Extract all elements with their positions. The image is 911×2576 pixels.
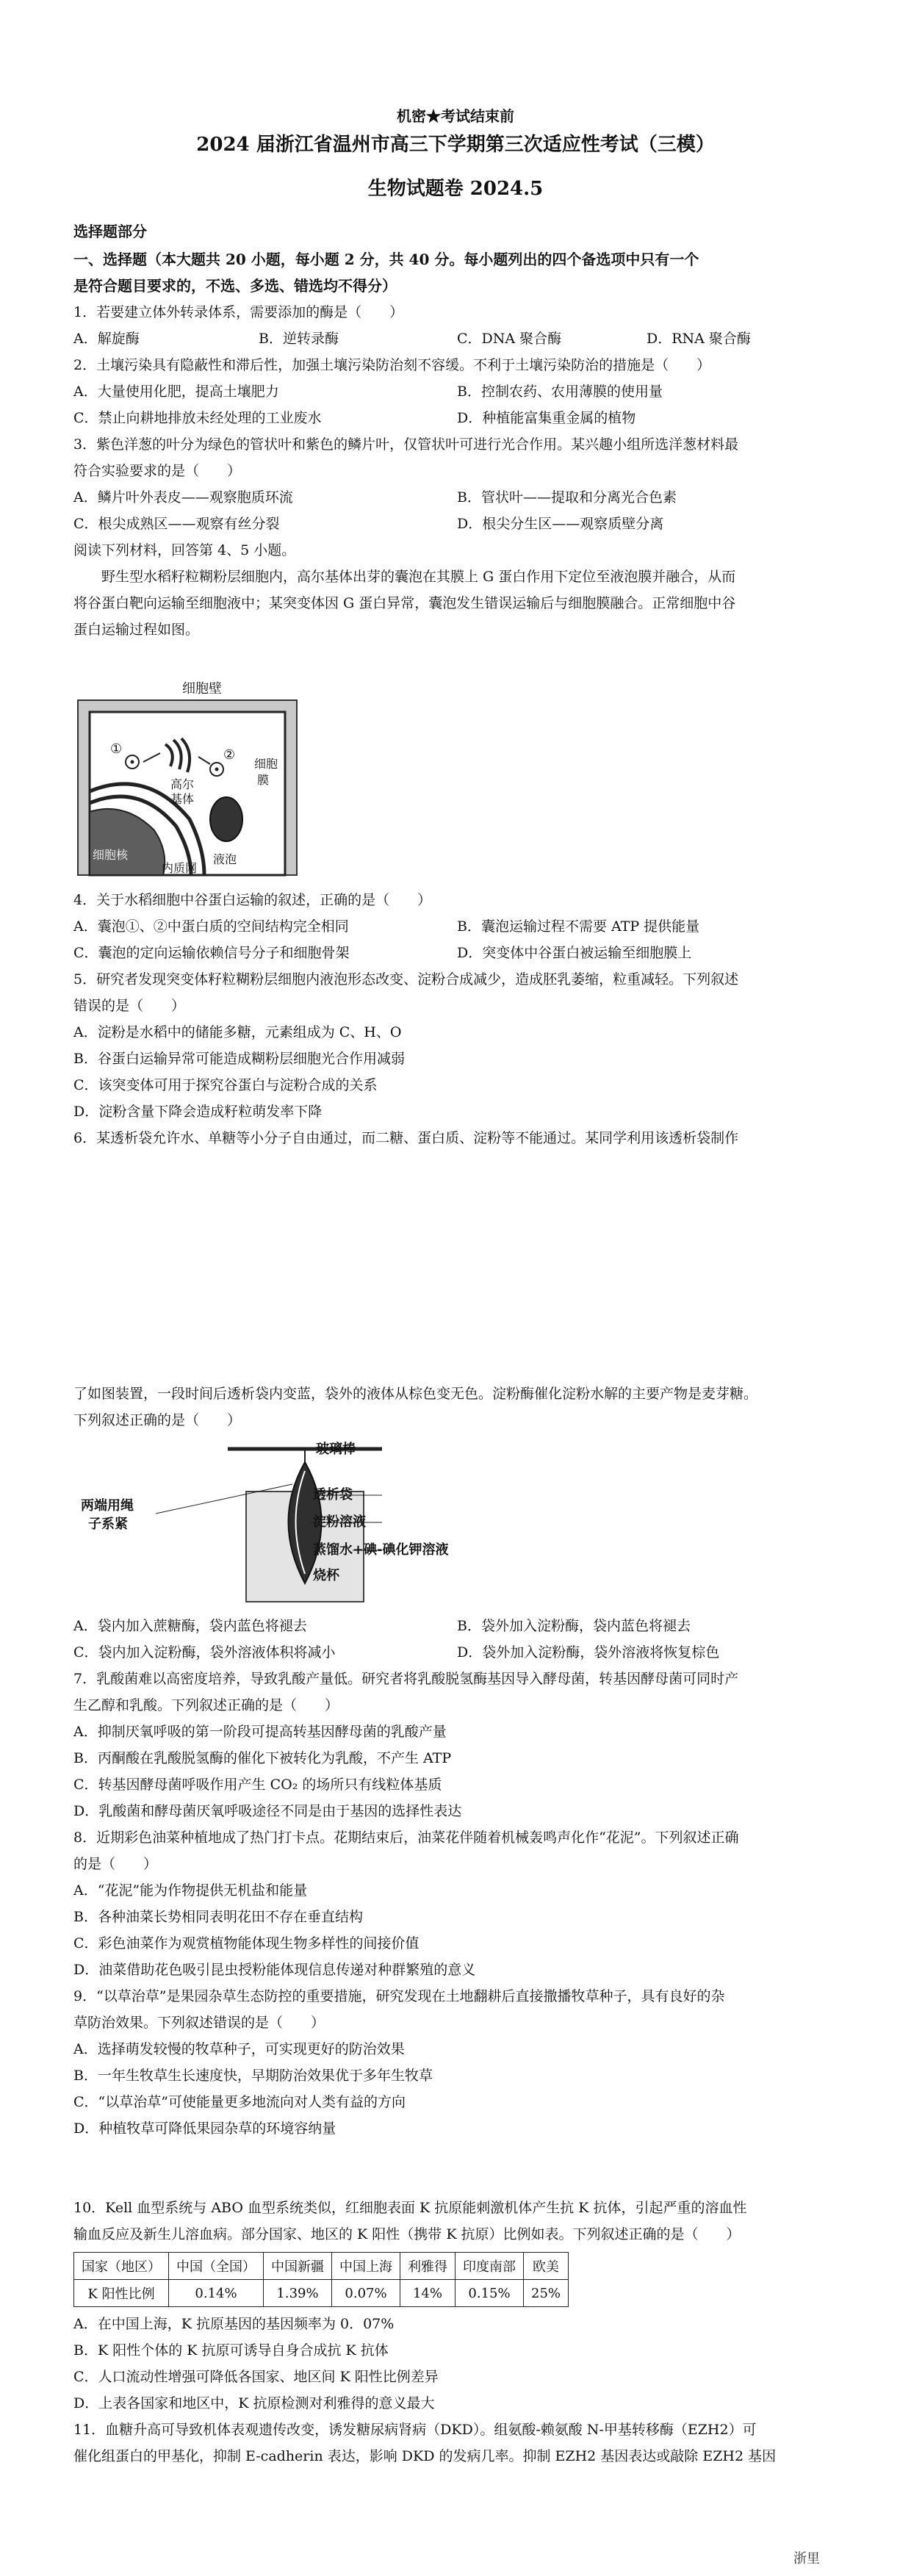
option: C．彩色油菜作为观赏植物能体现生物多样性的间接价值 — [73, 1935, 420, 1951]
starch-label: 淀粉溶液 — [313, 1514, 366, 1530]
golgi-label: 高尔 — [170, 777, 195, 791]
dialysis-diagram — [73, 1440, 485, 1609]
question-stem: 1．若要建立体外转录体系，需要添加的酶是（ ） — [73, 304, 404, 320]
passage-text: 蛋白运输过程如图。 — [73, 622, 200, 638]
option: C．根尖成熟区——观察有丝分裂 — [73, 516, 280, 532]
k-positive-table — [73, 2252, 569, 2307]
question-stem: 的是（ ） — [73, 1856, 158, 1872]
option: B．逆转录酶 — [259, 331, 339, 347]
rope-label: 子系紧 — [88, 1517, 128, 1532]
beaker-label: 烧杯 — [313, 1568, 339, 1583]
table-cell: 1.39% — [264, 2280, 332, 2307]
table-header-cell: 印度南部 — [455, 2253, 524, 2280]
section-instruction: 是符合题目要求的，不选、多选、错选均不得分） — [73, 277, 397, 295]
option: A．解旋酶 — [73, 331, 140, 347]
option: B．袋外加入淀粉酶，袋内蓝色将褪去 — [457, 1618, 691, 1634]
membrane-label: 细胞 — [254, 757, 278, 771]
vacuole-label: 液泡 — [213, 852, 237, 866]
vesicle-1-label: ① — [110, 741, 123, 757]
membrane-label: 膜 — [257, 773, 270, 787]
rope-label: 两端用绳 — [81, 1498, 134, 1514]
question-stem: 3．紫色洋葱的叶分为绿色的管状叶和紫色的鳞片叶，仅管状叶可进行光合作用。某兴趣小组所选洋葱材料最 — [73, 436, 739, 453]
solution-label: 蒸馏水+碘-碘化钾溶液 — [313, 1542, 449, 1558]
er-label: 内质网 — [162, 861, 198, 875]
table-cell: 0.14% — [169, 2280, 264, 2307]
option: A．选择萌发较慢的牧草种子，可实现更好的防治效果 — [73, 2041, 405, 2057]
question-stem: 4．关于水稻细胞中谷蛋白运输的叙述，正确的是（ ） — [73, 892, 432, 908]
question-stem: 9．“以草治草”是果园杂草生态防控的重要措施，研究发现在土地翻耕后直接撒播牧草种子，具有良好的杂 — [73, 1988, 725, 2004]
option: A．“花泥”能为作物提供无机盐和能量 — [73, 1882, 308, 1899]
vesicle-2-label: ② — [223, 747, 236, 763]
exam-title: 2024 届浙江省温州市高三下学期第三次适应性考试（三模） — [196, 134, 715, 156]
exam-subtitle: 生物试题卷 2024.5 — [367, 178, 544, 200]
table-row — [74, 2280, 569, 2307]
table-header-cell: 欧美 — [524, 2253, 569, 2280]
option: D．突变体中谷蛋白被运输至细胞膜上 — [457, 945, 692, 961]
passage-intro: 阅读下列材料，回答第 4、5 小题。 — [73, 542, 296, 558]
option: C．人口流动性增强可降低各国家、地区间 K 阳性比例差异 — [73, 2369, 439, 2385]
cell-wall-label: 细胞壁 — [182, 681, 222, 697]
passage-text: 野生型水稻籽粒糊粉层细胞内，高尔基体出芽的囊泡在其膜上 G 蛋白作用下定位至液泡膜并融合，从而 — [101, 569, 736, 585]
option: A．大量使用化肥，提高土壤肥力 — [73, 384, 279, 400]
option: B．管状叶——提取和分离光合色素 — [457, 489, 677, 506]
option: C．DNA 聚合酶 — [457, 331, 562, 347]
option: B．囊泡运输过程不需要 ATP 提供能量 — [457, 918, 700, 935]
option: A．鳞片叶外表皮——观察胞质环流 — [73, 489, 293, 506]
question-stem: 11．血糖升高可导致机体表观遗传改变，诱发糖尿病肾病（DKD）。组氨酸-赖氨酸 N-甲基转移酶（EZH2）可 — [73, 2422, 757, 2438]
question-stem: 错误的是（ ） — [73, 998, 186, 1014]
cell-diagram — [73, 680, 301, 878]
question-stem: 输血反应及新生儿溶血病。部分国家、地区的 K 阳性（携带 K 抗原）比例如表。下列叙述正确的是（ ） — [73, 2226, 741, 2242]
table-cell: K 阳性比例 — [74, 2280, 169, 2307]
option: C．囊泡的定向运输依赖信号分子和细胞骨架 — [73, 945, 350, 961]
option: A．淀粉是水稻中的储能多糖，元素组成为 C、H、O — [73, 1024, 402, 1040]
option: C．禁止向耕地排放未经处理的工业废水 — [73, 410, 322, 426]
option: B．一年生牧草生长速度快，早期防治效果优于多年生牧草 — [73, 2068, 433, 2084]
option: D．袋外加入淀粉酶，袋外溶液将恢复棕色 — [457, 1644, 720, 1661]
option: D．淀粉含量下降会造成籽粒萌发率下降 — [73, 1104, 323, 1120]
bag-label: 透析袋 — [313, 1487, 353, 1503]
option: B．K 阳性个体的 K 抗原可诱导自身合成抗 K 抗体 — [73, 2342, 389, 2359]
question-stem: 10．Kell 血型系统与 ABO 血型系统类似，红细胞表面 K 抗原能刺激机体产生抗 K 抗体，引起严重的溶血性 — [73, 2200, 747, 2216]
option: D．油菜借助花色吸引昆虫授粉能体现信息传递对种群繁殖的意义 — [73, 1962, 476, 1978]
vacuole — [210, 797, 242, 841]
option: C．转基因酵母菌呼吸作用产生 CO₂ 的场所只有线粒体基质 — [73, 1777, 442, 1793]
option: B．各种油菜长势相同表明花田不存在垂直结构 — [73, 1909, 363, 1925]
option: C．袋内加入淀粉酶，袋外溶液体积将减小 — [73, 1644, 336, 1661]
nucleus-label: 细胞核 — [93, 848, 129, 862]
glass-rod-label: 玻璃棒 — [316, 1442, 356, 1457]
question-stem: 草防治效果。下列叙述错误的是（ ） — [73, 2015, 325, 2031]
passage-text: 将谷蛋白靶向运输至细胞液中；某突变体因 G 蛋白异常，囊泡发生错误运输后与细胞膜融合。正常细胞中谷 — [73, 595, 736, 611]
option: B．控制农药、农用薄膜的使用量 — [457, 384, 663, 400]
option: D．种植能富集重金属的植物 — [457, 410, 636, 426]
question-stem: 下列叙述正确的是（ ） — [73, 1412, 242, 1428]
option: A．在中国上海，K 抗原基因的基因频率为 0．07% — [73, 2316, 395, 2332]
question-stem: 了如图装置，一段时间后透析袋内变蓝，袋外的液体从棕色变无色。淀粉酶催化淀粉水解的主要产物是麦芽糖。 — [73, 1386, 758, 1402]
question-stem: 符合实验要求的是（ ） — [73, 463, 242, 479]
option: C．“以草治草”可使能量更多地流向对人类有益的方向 — [73, 2094, 406, 2110]
option: A．抑制厌氧呼吸的第一阶段可提高转基因酵母菌的乳酸产量 — [73, 1724, 447, 1740]
option: D．种植牧草可降低果园杂草的环境容纳量 — [73, 2120, 336, 2137]
table-header-cell: 利雅得 — [400, 2253, 455, 2280]
option: C．该突变体可用于探究谷蛋白与淀粉合成的关系 — [73, 1077, 378, 1093]
question-stem: 7．乳酸菌难以高密度培养，导致乳酸产量低。研究者将乳酸脱氢酶基因导入酵母菌，转基因酵母菌可同时产 — [73, 1671, 739, 1687]
question-stem: 生乙醇和乳酸。下列叙述正确的是（ ） — [73, 1697, 339, 1713]
option: D．乳酸菌和酵母菌厌氧呼吸途径不同是由于基因的选择性表达 — [73, 1803, 462, 1819]
option: D．上表各国家和地区中，K 抗原检测对利雅得的意义最大 — [73, 2395, 435, 2411]
section-instruction: 一、选择题（本大题共 20 小题，每小题 2 分，共 40 分。每小题列出的四个备选项中只有一个 — [73, 251, 699, 268]
option: D．RNA 聚合酶 — [647, 331, 751, 347]
option: B．谷蛋白运输异常可能造成糊粉层细胞光合作用减弱 — [73, 1051, 405, 1067]
question-stem: 5．研究者发现突变体籽粒糊粉层细胞内液泡形态改变、淀粉合成减少，造成胚乳萎缩，粒重减轻。下列叙述 — [73, 971, 739, 987]
question-stem: 2．土壤污染具有隐蔽性和滞后性，加强土壤污染防治刻不容缓。不利于土壤污染防治的措施是（ ） — [73, 357, 711, 373]
table-cell: 14% — [400, 2280, 455, 2307]
table-header-cell: 中国上海 — [332, 2253, 400, 2280]
golgi-label: 基体 — [170, 792, 195, 806]
table-header-row — [74, 2253, 569, 2280]
confidential-label: 机密★考试结束前 — [397, 107, 514, 125]
section-part: 选择题部分 — [73, 223, 147, 240]
option: D．根尖分生区——观察质壁分离 — [457, 516, 664, 532]
option: B．丙酮酸在乳酸脱氢酶的催化下被转化为乳酸，不产生 ATP — [73, 1750, 452, 1766]
option: A．袋内加入蔗糖酶，袋内蓝色将褪去 — [73, 1618, 307, 1634]
question-stem: 催化组蛋白的甲基化，抑制 E-cadherin 表达，影响 DKD 的发病几率。抑制 EZH2 基因表达或敲除 EZH2 基因 — [73, 2448, 777, 2464]
question-stem: 8．近期彩色油菜种植地成了热门打卡点。花期结束后，油菜花伴随着机械轰鸣声化作“花泥”。下列叙述正确 — [73, 1830, 739, 1846]
table-header-cell: 国家（地区） — [74, 2253, 169, 2280]
question-stem: 6．某透析袋允许水、单糖等小分子自由通过，而二糖、蛋白质、淀粉等不能通过。某同学利用该透析袋制作 — [73, 1130, 739, 1146]
table-cell: 25% — [524, 2280, 569, 2307]
table-header-cell: 中国（全国） — [169, 2253, 264, 2280]
option: A．囊泡①、②中蛋白质的空间结构完全相同 — [73, 918, 349, 935]
table-cell: 0.07% — [332, 2280, 400, 2307]
table-cell: 0.15% — [455, 2280, 524, 2307]
footer-watermark: 浙里 — [793, 2551, 820, 2566]
table-header-cell: 中国新疆 — [264, 2253, 332, 2280]
